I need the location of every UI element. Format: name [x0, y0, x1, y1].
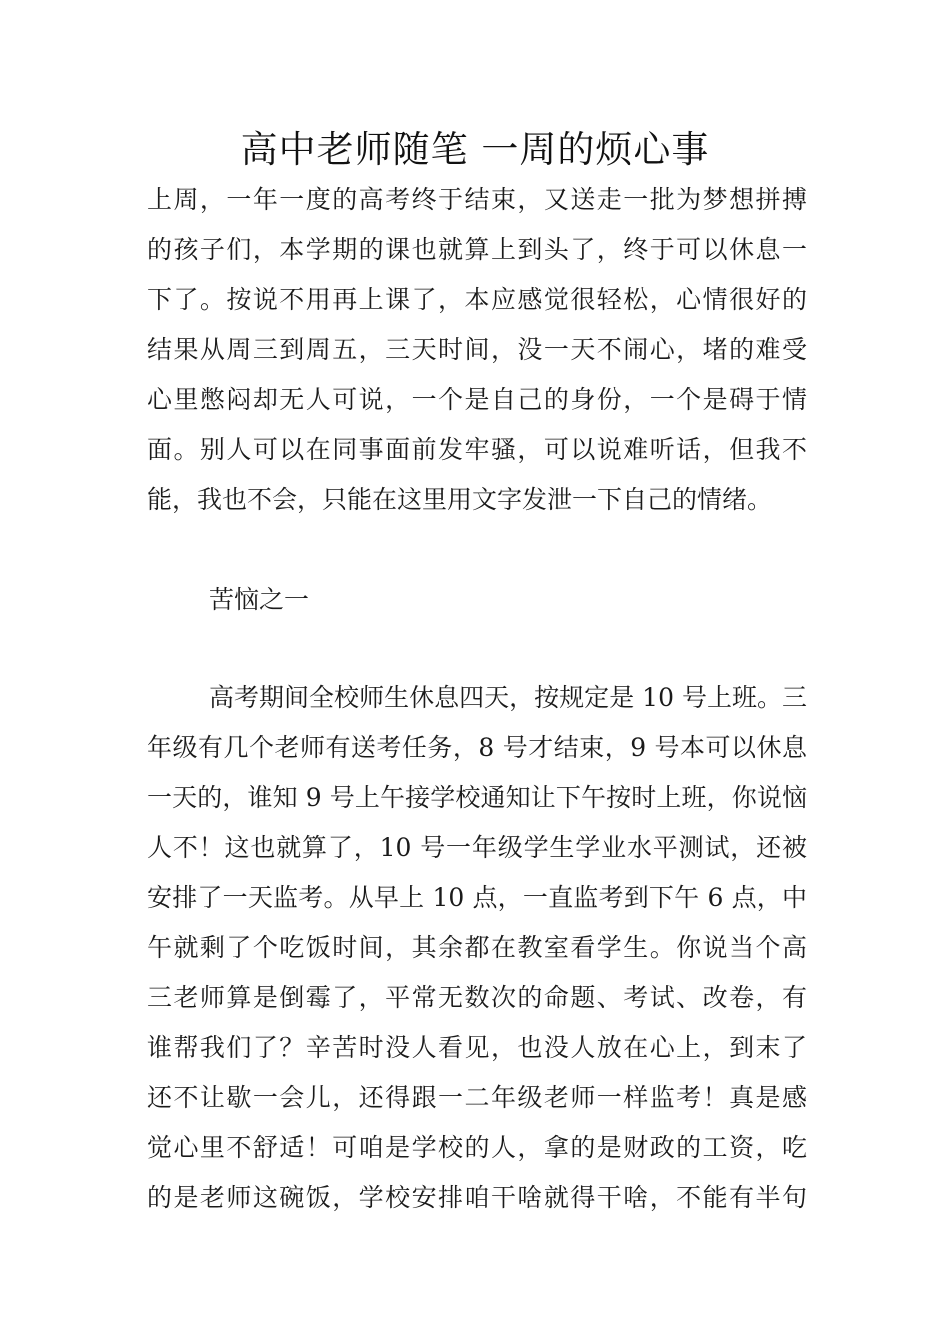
document-title: 高中老师随笔 一周的烦心事 — [240, 128, 710, 171]
paragraph-1-line-4: 结果从周三到周五，三天时间，没一天不闹心，堵的难受 — [147, 335, 807, 364]
paragraph-1-line-6: 面。别人可以在同事面前发牢骚，可以说难听话，但我不 — [147, 435, 807, 464]
paragraph-2-line-10: 觉心里不舒适！可咱是学校的人，拿的是财政的工资，吃 — [147, 1133, 807, 1162]
paragraph-2-line-1: 高考期间全校师生休息四天，按规定是 10 号上班。三 — [209, 683, 807, 712]
paragraph-2-line-4: 人不！这也就算了，10 号一年级学生学业水平测试，还被 — [147, 833, 807, 862]
paragraph-1-line-7: 能，我也不会，只能在这里用文字发泄一下自己的情绪。 — [147, 485, 773, 514]
paragraph-2-line-8: 谁帮我们了？辛苦时没人看见，也没人放在心上，到末了 — [147, 1033, 807, 1062]
section-heading: 苦恼之一 — [209, 585, 310, 614]
paragraph-2-line-9: 还不让歇一会儿，还得跟一二年级老师一样监考！真是感 — [147, 1083, 807, 1112]
paragraph-2-line-5: 安排了一天监考。从早上 10 点，一直监考到下午 6 点，中 — [147, 883, 807, 912]
paragraph-1-line-1: 上周，一年一度的高考终于结束，又送走一批为梦想拼搏 — [147, 185, 807, 214]
paragraph-2-line-11: 的是老师这碗饭，学校安排咱干啥就得干啥，不能有半句 — [147, 1183, 807, 1212]
paragraph-1-line-2: 的孩子们，本学期的课也就算上到头了，终于可以休息一 — [147, 235, 807, 264]
paragraph-2-line-2: 年级有几个老师有送考任务，8 号才结束，9 号本可以休息 — [147, 733, 807, 762]
paragraph-2-line-6: 午就剩了个吃饭时间，其余都在教室看学生。你说当个高 — [147, 933, 807, 962]
paragraph-2-line-7: 三老师算是倒霉了，平常无数次的命题、考试、改卷，有 — [147, 983, 807, 1012]
paragraph-1-line-3: 下了。按说不用再上课了，本应感觉很轻松，心情很好的 — [147, 285, 807, 314]
paragraph-1-line-5: 心里憋闷却无人可说，一个是自己的身份，一个是碍于情 — [147, 385, 807, 414]
paragraph-2-line-3: 一天的，谁知 9 号上午接学校通知让下午按时上班，你说恼 — [147, 783, 807, 812]
